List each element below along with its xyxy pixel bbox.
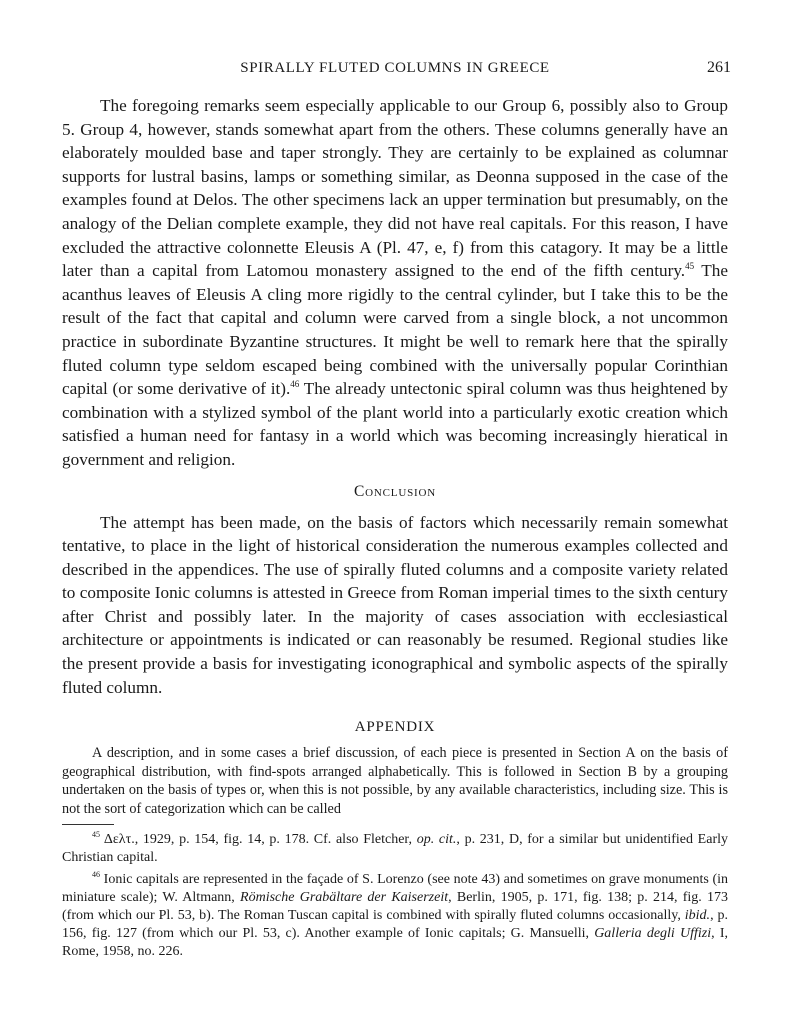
body-paragraph-groups [62, 94, 728, 472]
footnote-text: , 1929, p. 154, fig. 14, p. 178. Cf. also Fletcher, [134, 831, 417, 847]
paragraph-text: The foregoing remarks seem especially applicable to our Group 6, possibly also to Group 5. Group 4, however, stands somewhat apart from the others. These columns generally have an elaborately moulded base and taper strongly. They are certainly to be explained as columnar supports for lustral basins, lamps or something similar, as Deonna supposed in the case of the examples found at Delos. The other specimens lack an upper termination but presumably, on the analogy of the Delian complete example, they did not have real capitals. For this reason, I have excluded the attractive colonnette Eleusis A (Pl. 47, e, f) from this catagory. It may be a little later than a capital from Latomou monastery assigned to the end of the fifth century. [62, 96, 728, 281]
paragraph-text: The acanthus leaves of Eleusis A cling more rigidly to the central cylinder, but I take this to be the result of the fact that capital and column were carved from a single block, a not uncommon practice in subordinate Byzantine structures. It might be well to remark here that the spirally fluted column type seldom escaped being combined with the universally popular Corinthian capital (or some derivative of it). [62, 261, 728, 399]
footnote-italic: op. cit. [416, 831, 457, 847]
page-number: 261 [707, 59, 731, 76]
footnote-italic: Römische Grabältare der Kaiserzeit [240, 889, 449, 905]
footnote-text: , p. 231, D, for a similar but unidentified Early Christian capital. [62, 831, 728, 865]
running-title: SPIRALLY FLUTED COLUMNS IN GREECE [240, 60, 550, 76]
conclusion-paragraph: The attempt has been made, on the basis of factors which necessarily remain somewhat tentative, to place in the light of historical consideration the numerous examples collected and described in the appendices. The use of spirally fluted columns and a composite variety related to composite Ionic columns is attested in Greece from Roman imperial times to the sixth century after Christ and possibly later. In the majority of cases association with ecclesiastical architecture or appointments is indicated or can reasonably be resumed. Regional studies like the present provide a basis for investigating iconographical and symbolic aspects of the spirally fluted column. [62, 512, 728, 697]
footnote-text: , p. 156, fig. 127 (from which our Pl. 53, c). Another example of Ionic capitals; G. Mansuelli, [62, 907, 729, 941]
footnote-rule [62, 824, 114, 825]
footnote-ref-45: 45 [685, 261, 695, 272]
paragraph-text: The already untectonic spiral column was thus heightened by combination with a stylized symbol of the plant world into a particularly exotic creation which satisfied a human need for fantasy in a world which was becoming increasingly hieratical in government and religion. [62, 379, 728, 469]
footnote-text: Ionic capitals are represented in the façade of S. Lorenzo (see note 43) and sometimes on grave monuments (in miniature scale); W. Altmann, [62, 871, 729, 905]
appendix-heading: APPENDIX [354, 719, 436, 736]
footnote-ref-46: 46 [290, 379, 300, 390]
footnote-text: , Berlin, 1905, p. 171, fig. 138; p. 214, fig. 173 (from which our Pl. 53, b). The Roman Tuscan capital is combined with spirally fluted columns occasionally, [62, 889, 729, 923]
appendix-paragraph: A description, and in some cases a brief discussion, of each piece is presented in Section A on the basis of geographical distribution, with find-spots arranged alphabetically. This is followed in Section B by a grouping undertaken on the basis of types or, when this is not possible, by any available characteristics, including size. This is not the sort of categorization which can be called [62, 745, 728, 818]
footnote-number: 45 [92, 829, 100, 839]
page [62, 56, 731, 965]
footnote-text: , I, Rome, 1958, no. 226. [62, 925, 728, 959]
footnote-46 [62, 871, 728, 961]
footnote-italic: Galleria degli Uffizi [594, 925, 712, 941]
footnote-italic: ibid. [684, 907, 711, 923]
footnote-45 [62, 831, 728, 867]
running-head [62, 56, 731, 82]
footnote-abbr: Δελτ. [103, 831, 135, 847]
footnote-number: 46 [92, 869, 100, 879]
conclusion-heading: Conclusion [354, 482, 436, 500]
